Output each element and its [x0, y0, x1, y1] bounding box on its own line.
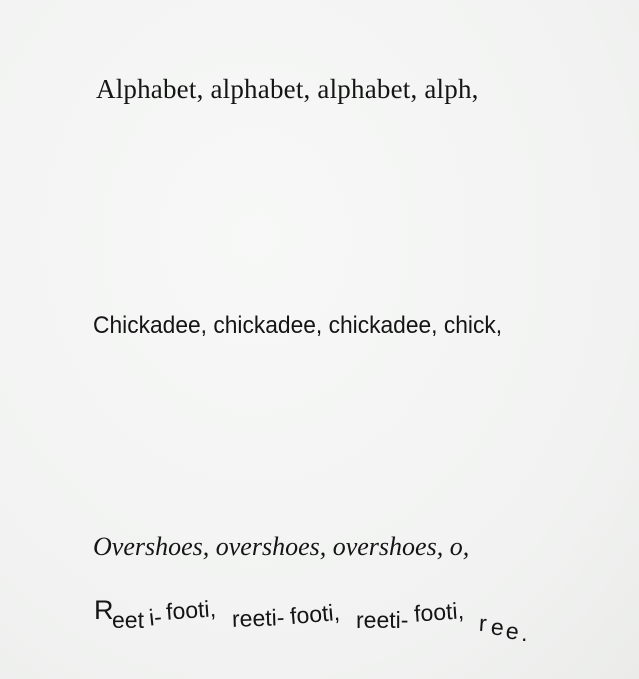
reeti-seg-6: footi,: [288, 598, 341, 630]
reeti-seg-2: eet: [112, 607, 144, 633]
reeti-seg-12: .: [521, 620, 528, 646]
reeti-seg-4: footi,: [165, 595, 217, 625]
line-alphabet: Alphabet, alphabet, alphabet, alph,: [96, 74, 479, 104]
reeti-seg-8: footi,: [413, 597, 465, 627]
reeti-seg-3: i-: [147, 603, 164, 631]
reeti-seg-10: e: [489, 613, 506, 641]
reeti-seg-11: e: [504, 617, 521, 645]
line-overshoes: Overshoes, overshoes, overshoes, o,: [93, 532, 470, 561]
reeti-seg-5: reeti-: [231, 604, 285, 632]
reeti-seg-7: reeti-: [356, 607, 409, 633]
reeti-seg-1: R: [94, 595, 114, 625]
line-reeti: [94, 595, 634, 655]
line-chickadee: Chickadee, chickadee, chickadee, chick,: [93, 312, 503, 339]
reeti-seg-9: r: [478, 609, 488, 637]
